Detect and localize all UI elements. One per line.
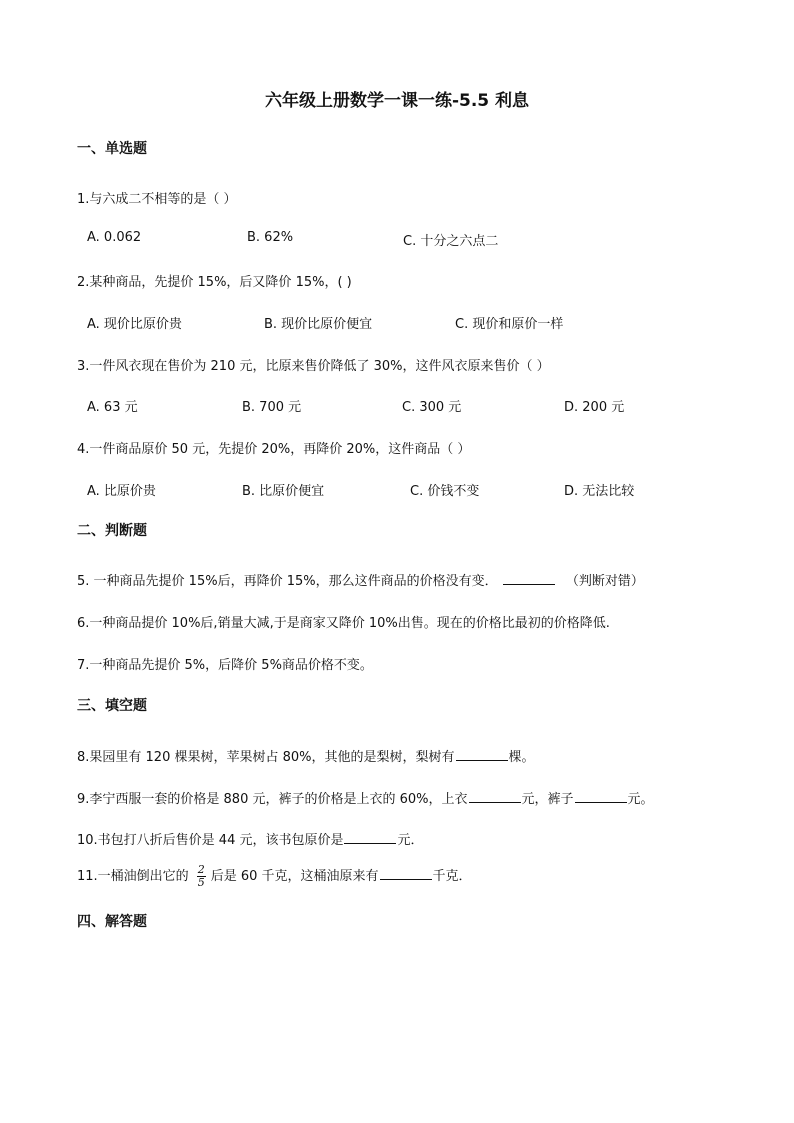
option-a: A. 63 元 [87,400,138,415]
question-8 [77,746,535,765]
answer-blank[interactable] [503,570,555,585]
question-3: 3.一件风衣现在售价为 210 元，比原来售价降低了 30%，这件风衣原来售价（ ） [77,359,550,374]
option-b: B. 700 元 [242,400,302,415]
section-heading-true-false: 二、判断题 [77,523,147,539]
question-2: 2.某种商品，先提价 15%，后又降价 15%，( ) [77,275,352,290]
section-heading-fill-blank: 三、填空题 [77,698,147,714]
option-a: A. 0.062 [87,230,142,245]
section-heading-single-choice: 一、单选题 [77,141,147,157]
option-c: C. 十分之六点二 [403,234,499,249]
option-c: C. 现价和原价一样 [455,317,564,332]
question-11-suffix: 千克． [432,869,472,884]
question-1-options [0,230,794,250]
option-b: B. 比原价便宜 [242,484,325,499]
option-b: B. 62% [247,230,294,245]
option-a: A. 比原价贵 [87,484,156,499]
option-a: A. 现价比原价贵 [87,317,182,332]
answer-blank[interactable] [456,746,508,761]
question-2-options [0,313,794,333]
fraction-numerator: 2 [197,863,205,876]
question-10-suffix: 元． [397,833,424,848]
fraction [197,864,206,889]
question-10-text: 10.书包打八折后售价是 44 元，该书包原价是 [77,833,344,848]
option-b: B. 现价比原价便宜 [264,317,373,332]
question-5-suffix: （判断对错） [565,574,644,589]
answer-blank[interactable] [575,788,627,803]
option-c: C. 300 元 [402,400,462,415]
answer-blank[interactable] [380,865,432,880]
question-10 [77,829,424,848]
option-d: D. 200 元 [564,400,625,415]
option-d: D. 无法比较 [564,484,635,499]
answer-blank[interactable] [344,829,396,844]
question-11-text: 11.一桶油倒出它的 [77,869,189,884]
question-5 [77,570,644,589]
question-4-options [0,480,794,500]
question-11 [77,864,472,889]
question-11-middle: 后是 60 千克，这桶油原来有 [210,869,379,884]
question-8-text: 8.果园里有 120 棵果树，苹果树占 80%，其他的是梨树，梨树有 [77,750,455,765]
fraction-denominator: 5 [197,876,205,889]
question-3-options [0,396,794,416]
question-1: 1.与六成二不相等的是（ ） [77,192,237,207]
question-6: 6.一种商品提价 10%后,销量大减,于是商家又降价 10%出售。现在的价格比最初的价格降低. [77,616,610,631]
question-4: 4.一件商品原价 50 元，先提价 20%，再降价 20%，这件商品（ ） [77,442,471,457]
section-heading-solve: 四、解答题 [77,914,147,930]
option-c: C. 价钱不变 [410,484,480,499]
page-title: 六年级上册数学一课一练-5.5 利息 [264,91,530,111]
question-5-text: 5. 一种商品先提价 15%后，再降价 15%，那么这件商品的价格没有变． [77,574,498,589]
answer-blank[interactable] [469,788,521,803]
question-9-suffix: 元。 [627,792,654,807]
question-9-text: 9.李宁西服一套的价格是 880 元，裤子的价格是上衣的 60%，上衣 [77,792,468,807]
question-9 [77,788,654,807]
question-9-middle: 元，裤子 [521,792,574,807]
question-8-suffix: 棵。 [508,750,535,765]
question-7: 7.一种商品先提价 5%，后降价 5%商品价格不变。 [77,658,373,673]
